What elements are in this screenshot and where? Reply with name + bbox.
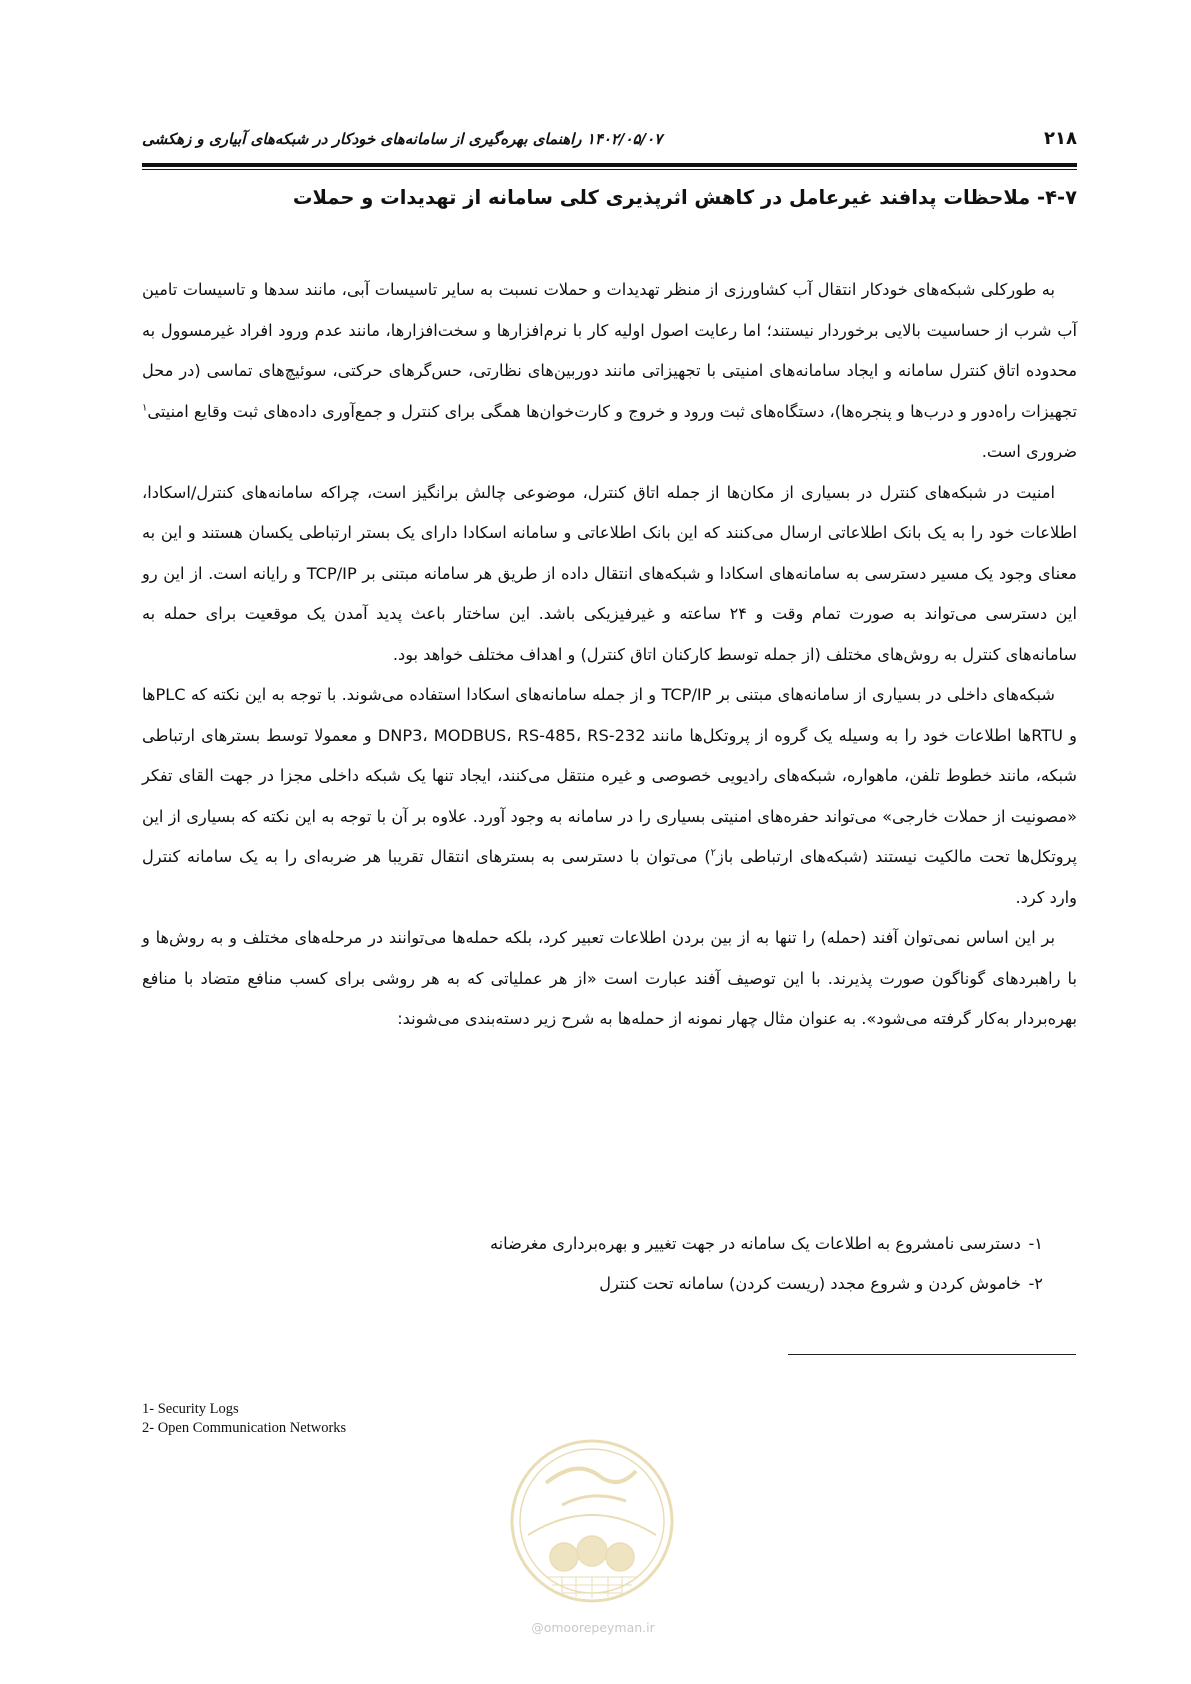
running-title: ۱۴۰۲/۰۵/۰۷ راهنمای بهره‌گیری از سامانه‌های خودکار در شبکه‌های آبیاری و زهکشی bbox=[142, 130, 663, 148]
footnote-ref: ۱ bbox=[142, 402, 148, 414]
header-rule-thin bbox=[142, 169, 1077, 170]
paragraph-1 bbox=[142, 270, 1077, 473]
paragraph-4 bbox=[142, 918, 1077, 1040]
watermark-handle: @omoorepeyman.ir bbox=[531, 1620, 655, 1635]
list-item bbox=[277, 1264, 1077, 1304]
numbered-list bbox=[277, 1224, 1077, 1304]
footnote-separator bbox=[788, 1354, 1076, 1355]
paragraph-text: به طورکلی شبکه‌های خودکار انتقال آب کشاورزی از منظر تهدیدات و حملات نسبت به سایر تاسیسات آبی، مانند سدها و تاسیسات تامین آب شرب از حساسیت بالایی برخوردار نیستند؛ اما رعایت اصول اولیه کار با نرم‌افزارها و سخت‌افزارها، مانند عدم ورود افراد غیرمسوول به محدوده اتاق کنترل سامانه و ایجاد سامانه‌های امنیتی با تجهیزاتی مانند دوربین‌های نظارتی، حس‌گرهای حرکتی، سوئیچ‌های تماسی (در محل تجهیزات راه‌دور و درب‌ها و پنجره‌ها)، دستگاه‌های ثبت ورود و خروج و کارت‌خوان‌ها همگی برای کنترل و جمع‌آوری داده‌های ثبت وقایع امنیتی bbox=[142, 280, 1077, 421]
list-number: ۲- bbox=[1028, 1274, 1043, 1293]
footnote-ref: ۲ bbox=[710, 847, 717, 859]
list-item-text: خاموش کردن و شروع مجدد (ریست کردن) سامانه تحت کنترل bbox=[599, 1274, 1021, 1293]
page-number: ۲۱۸ bbox=[1044, 128, 1077, 149]
watermark-logo-icon bbox=[506, 1435, 678, 1607]
list-item bbox=[277, 1224, 1077, 1264]
paragraph-3 bbox=[142, 675, 1077, 918]
paragraph-text: ضروری است. bbox=[981, 442, 1077, 461]
paragraph-text: بر این اساس نمی‌توان آفند (حمله) را تنها به از بین بردن اطلاعات تعبیر کرد، بلکه حمله‌ها می‌توانند در مرحله‌های مختلف و به روش‌ها و با راهبردهای گوناگون صورت پذیرند. با این توصیف آفند عبارت است «از هر عملیاتی که به هر روشی برای کسب منافع متضاد با منافع بهره‌بردار به‌کار گرفته می‌شود». به عنوان مثال چهار نمونه از حمله‌ها به شرح زیر دسته‌بندی می‌شوند: bbox=[142, 928, 1077, 1028]
paragraph-text: امنیت در شبکه‌های کنترل در بسیاری از مکان‌ها از جمله اتاق کنترل، موضوعی چالش برانگیز است، چراکه سامانه‌های کنترل/اسکادا، اطلاعات خود را به یک بانک اطلاعاتی ارسال می‌کنند که این بانک اطلاعاتی و سامانه اسکادا دارای یک بستر ارتباطی یکسان هستند و این به معنای وجود یک مسیر دسترسی به سامانه‌های اسکادا و شبکه‌های انتقال داده از طریق هر سامانه مبتنی بر TCP/IP و رایانه است. از این رو این دسترسی می‌تواند به صورت تمام وقت و ۲۴ ساعته و غیرفیزیکی باشد. این ساختار باعث پدید آمدن یک موقعیت برای حمله به سامانه‌های کنترل به روش‌های مختلف (از جمله توسط کارکنان اتاق کنترل) و اهداف مختلف خواهد بود. bbox=[142, 482, 1077, 664]
paragraph-text: ) می‌توان با دسترسی به بسترهای انتقال تقریبا هر ضربه‌ای را به یک سامانه کنترل وارد کرد. bbox=[142, 847, 1077, 907]
list-item-text: دسترسی نامشروع به اطلاعات یک سامانه در جهت تغییر و بهره‌برداری مغرضانه bbox=[489, 1234, 1021, 1253]
list-number: ۱- bbox=[1028, 1234, 1043, 1253]
section-title: ۴-۷- ملاحظات پدافند غیرعامل در کاهش اثرپذیری کلی سامانه از تهدیدات و حملات bbox=[292, 186, 1077, 209]
header-rule-thick bbox=[142, 163, 1077, 167]
page-header bbox=[142, 128, 1077, 158]
paragraph-2 bbox=[142, 473, 1077, 676]
footnote-2: 2- Open Communication Networks bbox=[142, 1420, 347, 1436]
body-text bbox=[142, 270, 1077, 1040]
footnote-1: 1- Security Logs bbox=[142, 1401, 239, 1417]
paragraph-text: شبکه‌های داخلی در بسیاری از سامانه‌های مبتنی بر TCP/IP و از جمله سامانه‌های اسکادا استفاده می‌شوند. با توجه به این نکته که PLCها و RTUها اطلاعات خود را به وسیله یک گروه از پروتکل‌ها مانند DNP3، MODBUS، RS-485، RS-232 و معمولا توسط بسترهای ارتباطی شبکه، مانند خطوط تلفن، ماهواره، شبکه‌های رادیویی خصوصی و غیره منتقل می‌کنند، ایجاد تنها یک شبکه داخلی مجزا در جهت القای تفکر «مصونیت از حملات خارجی» می‌تواند حفره‌های امنیتی بسیاری را در سامانه به وجود آورد. علاوه بر آن با توجه به این نکته که بسیاری از این پروتکل‌ها تحت مالکیت نیستند (شبکه‌های ارتباطی باز bbox=[142, 685, 1077, 866]
footnotes bbox=[142, 1400, 346, 1438]
